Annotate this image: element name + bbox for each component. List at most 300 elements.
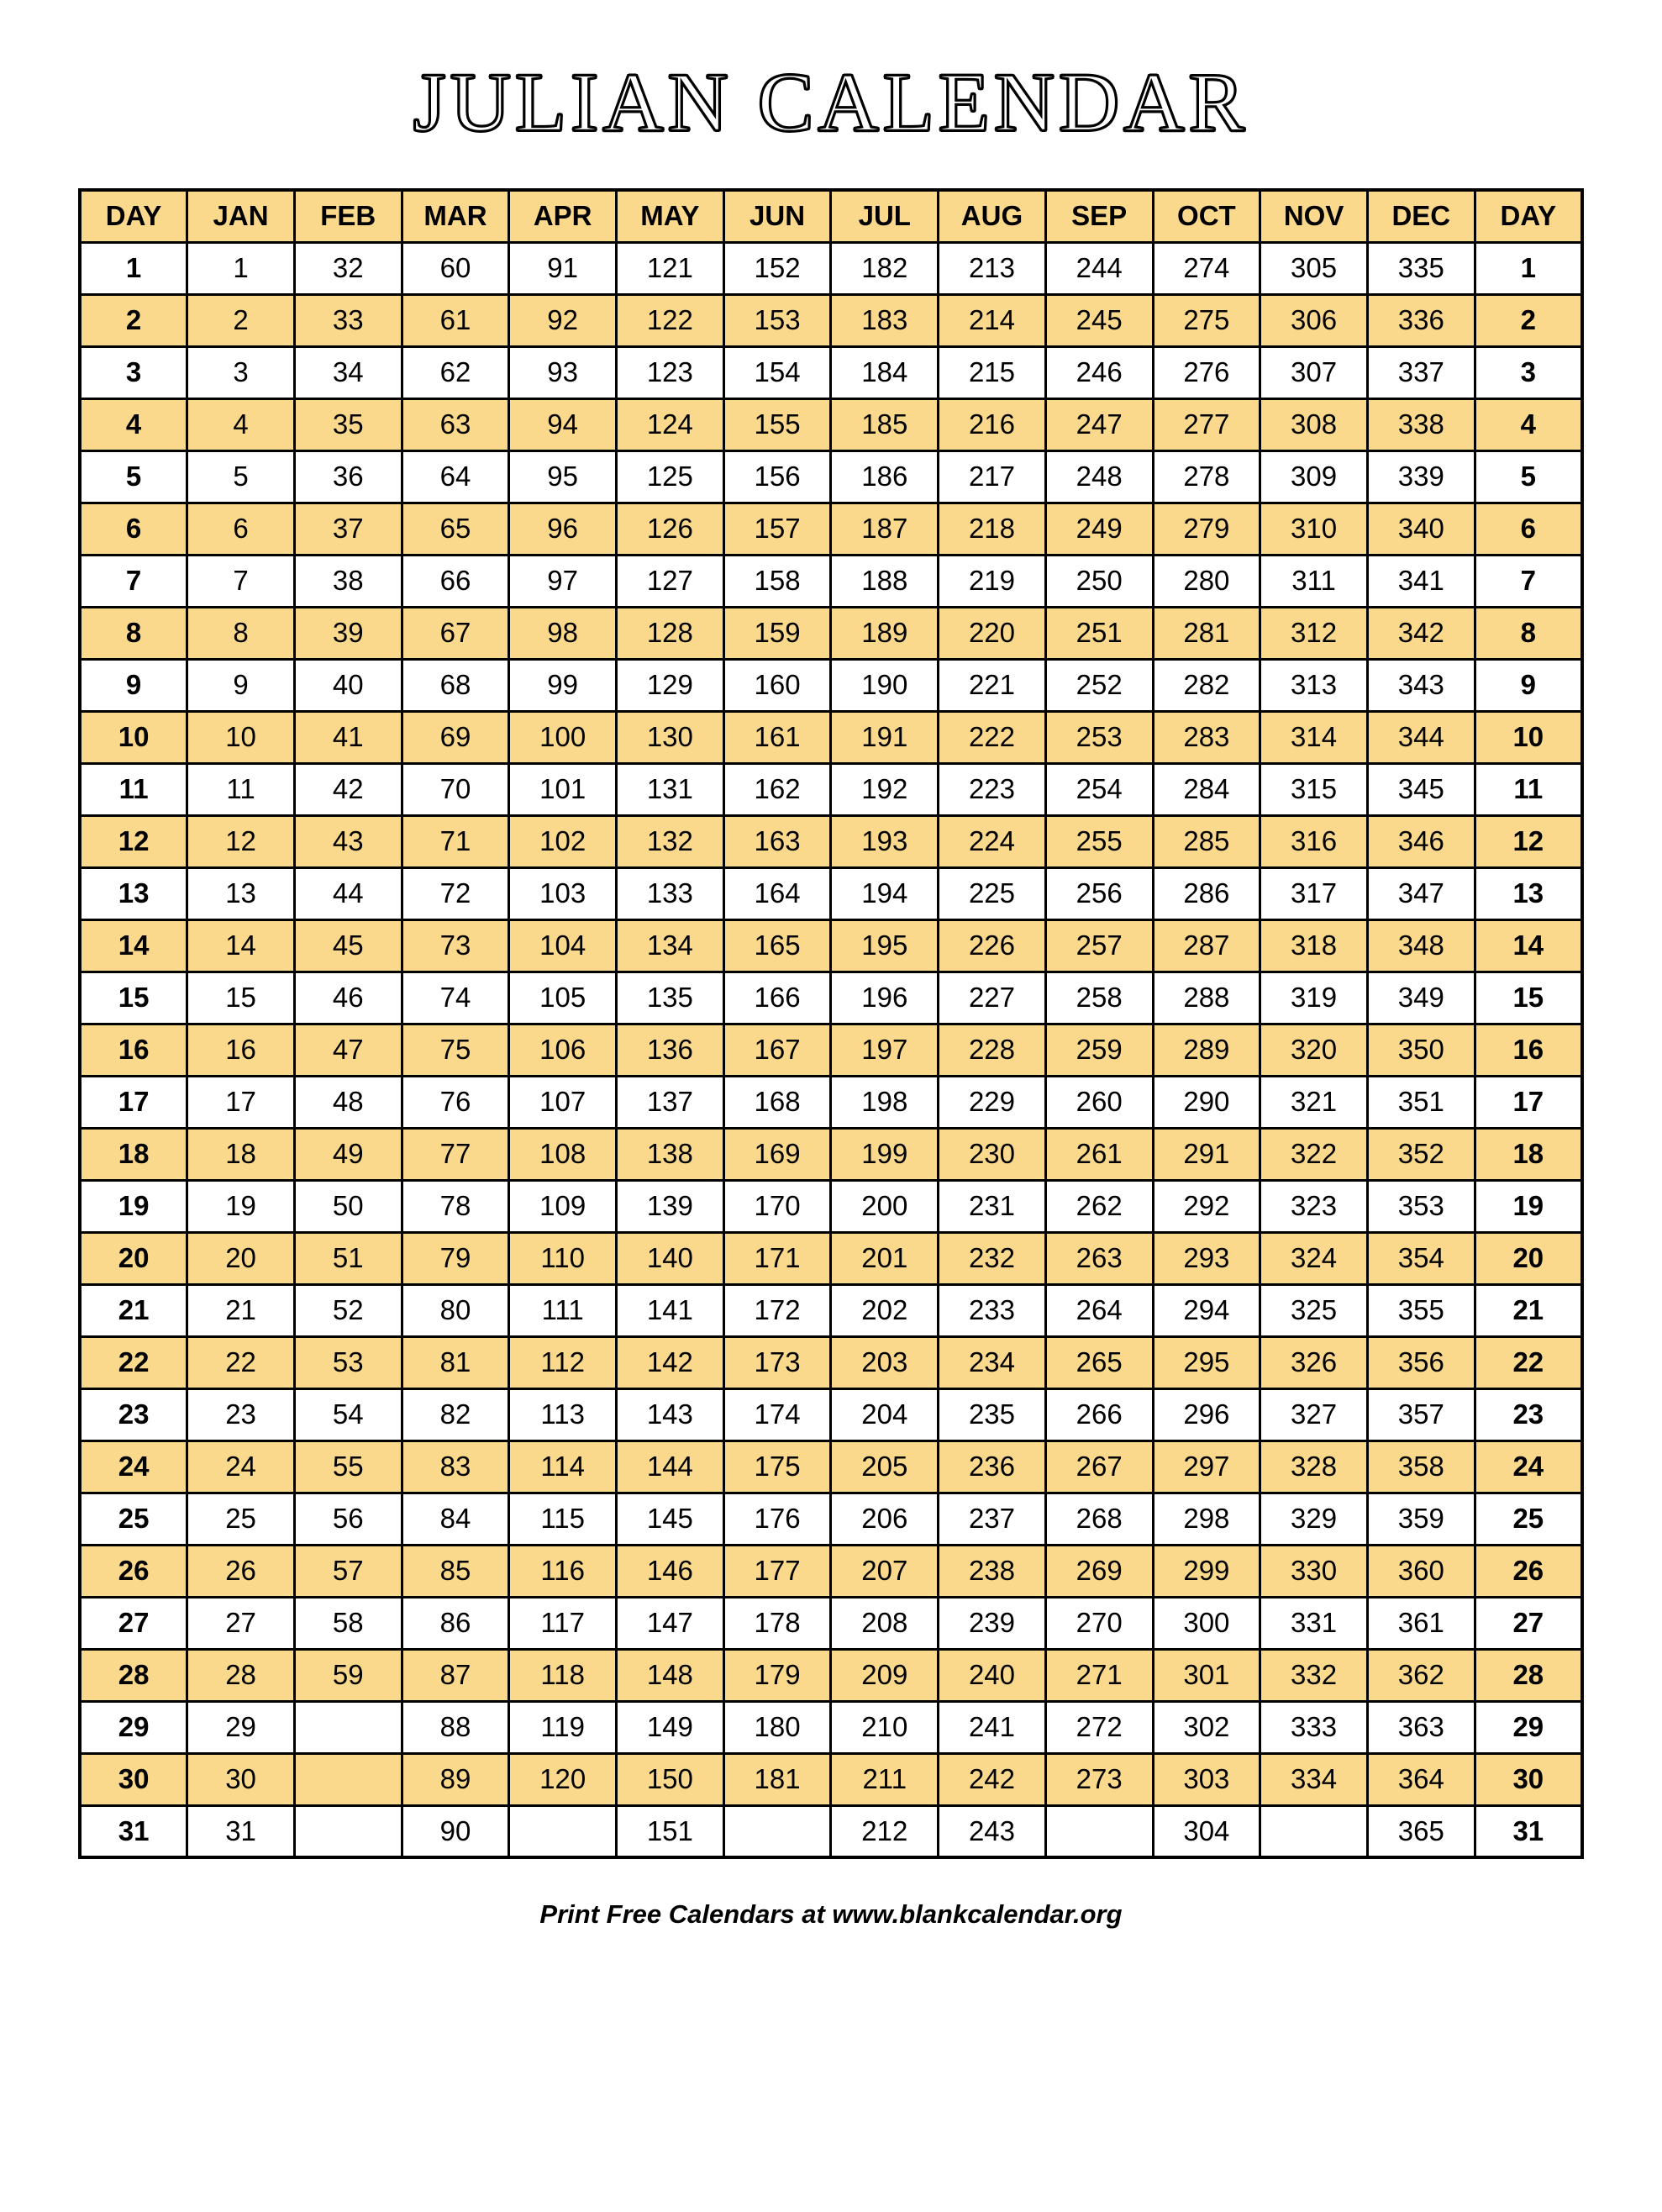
julian-value-cell: 273 [1045, 1753, 1153, 1805]
julian-value-cell: 331 [1260, 1597, 1368, 1649]
julian-value-cell: 141 [617, 1284, 724, 1336]
julian-value-cell: 134 [617, 919, 724, 972]
julian-value-cell: 356 [1367, 1336, 1475, 1388]
julian-value-cell: 24 [187, 1440, 295, 1493]
julian-value-cell: 299 [1153, 1545, 1260, 1597]
julian-value-cell: 323 [1260, 1180, 1368, 1232]
julian-value-cell: 75 [402, 1024, 509, 1076]
julian-value-cell: 89 [402, 1753, 509, 1805]
column-header-sep: SEP [1045, 190, 1153, 242]
julian-value-cell: 161 [723, 711, 831, 763]
table-row-day-20 [80, 1232, 1582, 1284]
julian-value-cell: 94 [509, 398, 617, 450]
day-cell: 15 [1475, 972, 1582, 1024]
julian-value-cell: 29 [187, 1701, 295, 1753]
julian-value-cell: 133 [617, 867, 724, 919]
julian-value-cell: 361 [1367, 1597, 1475, 1649]
day-cell: 28 [1475, 1649, 1582, 1701]
julian-value-cell: 211 [831, 1753, 939, 1805]
julian-value-cell: 83 [402, 1440, 509, 1493]
day-cell: 12 [80, 815, 187, 867]
day-cell: 3 [1475, 346, 1582, 398]
table-row-day-3 [80, 346, 1582, 398]
day-cell: 11 [80, 763, 187, 815]
julian-value-cell: 70 [402, 763, 509, 815]
day-cell: 19 [80, 1180, 187, 1232]
julian-value-cell: 115 [509, 1493, 617, 1545]
julian-value-cell: 103 [509, 867, 617, 919]
julian-value-cell: 34 [294, 346, 402, 398]
julian-value-cell: 37 [294, 503, 402, 555]
julian-value-cell: 289 [1153, 1024, 1260, 1076]
day-cell: 27 [1475, 1597, 1582, 1649]
julian-value-cell: 137 [617, 1076, 724, 1128]
day-cell: 31 [1475, 1805, 1582, 1857]
julian-value-cell: 97 [509, 555, 617, 607]
julian-value-cell: 239 [939, 1597, 1046, 1649]
column-header-day: DAY [80, 190, 187, 242]
julian-value-cell: 159 [723, 607, 831, 659]
julian-value-cell: 354 [1367, 1232, 1475, 1284]
julian-value-cell: 291 [1153, 1128, 1260, 1180]
table-row-day-29 [80, 1701, 1582, 1753]
table-row-day-1 [80, 242, 1582, 294]
julian-value-cell: 132 [617, 815, 724, 867]
julian-value-cell: 316 [1260, 815, 1368, 867]
julian-value-cell: 54 [294, 1388, 402, 1440]
julian-value-cell: 341 [1367, 555, 1475, 607]
julian-value-cell: 194 [831, 867, 939, 919]
day-cell: 6 [1475, 503, 1582, 555]
julian-value-cell: 255 [1045, 815, 1153, 867]
julian-value-cell: 78 [402, 1180, 509, 1232]
day-cell: 6 [80, 503, 187, 555]
julian-value-cell: 48 [294, 1076, 402, 1128]
julian-value-cell: 74 [402, 972, 509, 1024]
julian-value-cell: 60 [402, 242, 509, 294]
julian-value-cell: 272 [1045, 1701, 1153, 1753]
julian-value-cell: 147 [617, 1597, 724, 1649]
julian-value-cell: 101 [509, 763, 617, 815]
julian-value-cell: 335 [1367, 242, 1475, 294]
julian-value-cell: 129 [617, 659, 724, 711]
julian-value-cell: 116 [509, 1545, 617, 1597]
julian-value-cell: 236 [939, 1440, 1046, 1493]
julian-value-cell: 61 [402, 294, 509, 346]
julian-value-cell: 142 [617, 1336, 724, 1388]
julian-value-cell: 333 [1260, 1701, 1368, 1753]
julian-value-cell: 4 [187, 398, 295, 450]
day-cell: 20 [1475, 1232, 1582, 1284]
julian-value-cell: 8 [187, 607, 295, 659]
julian-value-cell: 118 [509, 1649, 617, 1701]
julian-value-cell: 51 [294, 1232, 402, 1284]
julian-value-cell: 321 [1260, 1076, 1368, 1128]
julian-value-cell: 6 [187, 503, 295, 555]
julian-value-cell: 76 [402, 1076, 509, 1128]
julian-value-cell: 175 [723, 1440, 831, 1493]
julian-value-cell: 149 [617, 1701, 724, 1753]
julian-value-cell: 165 [723, 919, 831, 972]
julian-value-cell: 23 [187, 1388, 295, 1440]
julian-value-cell: 198 [831, 1076, 939, 1128]
page-title: JULIAN CALENDAR [413, 55, 1249, 149]
julian-value-cell: 241 [939, 1701, 1046, 1753]
day-cell: 24 [80, 1440, 187, 1493]
table-body [80, 242, 1582, 1857]
day-cell: 2 [80, 294, 187, 346]
julian-value-cell: 30 [187, 1753, 295, 1805]
julian-value-cell: 219 [939, 555, 1046, 607]
julian-value-cell: 47 [294, 1024, 402, 1076]
day-cell: 8 [80, 607, 187, 659]
julian-value-cell: 223 [939, 763, 1046, 815]
julian-value-cell: 293 [1153, 1232, 1260, 1284]
day-cell: 7 [1475, 555, 1582, 607]
julian-value-cell: 71 [402, 815, 509, 867]
day-cell: 29 [80, 1701, 187, 1753]
julian-value-cell: 250 [1045, 555, 1153, 607]
julian-value-cell: 345 [1367, 763, 1475, 815]
julian-value-cell: 271 [1045, 1649, 1153, 1701]
julian-value-cell: 5 [187, 450, 295, 503]
julian-value-cell: 49 [294, 1128, 402, 1180]
julian-value-cell: 64 [402, 450, 509, 503]
julian-value-cell: 196 [831, 972, 939, 1024]
day-cell: 9 [80, 659, 187, 711]
day-cell: 27 [80, 1597, 187, 1649]
julian-value-cell: 190 [831, 659, 939, 711]
julian-value-cell: 10 [187, 711, 295, 763]
julian-value-cell: 260 [1045, 1076, 1153, 1128]
day-cell: 23 [1475, 1388, 1582, 1440]
julian-value-cell: 119 [509, 1701, 617, 1753]
julian-value-cell: 199 [831, 1128, 939, 1180]
julian-value-cell: 247 [1045, 398, 1153, 450]
julian-value-cell: 98 [509, 607, 617, 659]
julian-value-cell: 266 [1045, 1388, 1153, 1440]
julian-value-cell: 33 [294, 294, 402, 346]
day-cell: 12 [1475, 815, 1582, 867]
day-cell: 10 [80, 711, 187, 763]
julian-value-cell: 25 [187, 1493, 295, 1545]
julian-value-cell: 274 [1153, 242, 1260, 294]
julian-value-cell: 359 [1367, 1493, 1475, 1545]
julian-value-cell: 252 [1045, 659, 1153, 711]
julian-value-cell: 325 [1260, 1284, 1368, 1336]
julian-value-cell: 43 [294, 815, 402, 867]
julian-value-cell: 106 [509, 1024, 617, 1076]
julian-value-cell: 224 [939, 815, 1046, 867]
julian-value-cell: 14 [187, 919, 295, 972]
julian-value-cell: 221 [939, 659, 1046, 711]
julian-value-cell: 353 [1367, 1180, 1475, 1232]
julian-value-cell: 203 [831, 1336, 939, 1388]
julian-value-cell: 352 [1367, 1128, 1475, 1180]
table-row-day-23 [80, 1388, 1582, 1440]
julian-value-cell: 265 [1045, 1336, 1153, 1388]
julian-value-cell: 157 [723, 503, 831, 555]
julian-value-cell: 332 [1260, 1649, 1368, 1701]
julian-value-cell: 347 [1367, 867, 1475, 919]
julian-value-cell: 126 [617, 503, 724, 555]
julian-value-cell: 349 [1367, 972, 1475, 1024]
julian-value-cell: 208 [831, 1597, 939, 1649]
julian-value-cell: 281 [1153, 607, 1260, 659]
day-cell: 1 [1475, 242, 1582, 294]
table-row-day-18 [80, 1128, 1582, 1180]
julian-value-cell: 189 [831, 607, 939, 659]
julian-value-cell: 169 [723, 1128, 831, 1180]
julian-value-cell: 257 [1045, 919, 1153, 972]
table-header [80, 190, 1582, 242]
day-cell: 17 [80, 1076, 187, 1128]
julian-value-cell: 53 [294, 1336, 402, 1388]
day-cell: 31 [80, 1805, 187, 1857]
julian-value-cell: 117 [509, 1597, 617, 1649]
table-row-day-9 [80, 659, 1582, 711]
julian-value-cell: 163 [723, 815, 831, 867]
julian-value-cell: 185 [831, 398, 939, 450]
julian-value-cell: 288 [1153, 972, 1260, 1024]
day-cell: 7 [80, 555, 187, 607]
julian-value-cell: 306 [1260, 294, 1368, 346]
julian-value-cell: 358 [1367, 1440, 1475, 1493]
day-cell: 25 [1475, 1493, 1582, 1545]
julian-value-cell: 55 [294, 1440, 402, 1493]
julian-value-cell: 334 [1260, 1753, 1368, 1805]
julian-value-cell: 329 [1260, 1493, 1368, 1545]
julian-value-cell: 188 [831, 555, 939, 607]
julian-value-cell: 16 [187, 1024, 295, 1076]
julian-value-cell: 88 [402, 1701, 509, 1753]
julian-value-cell: 284 [1153, 763, 1260, 815]
julian-value-cell: 301 [1153, 1649, 1260, 1701]
julian-value-cell: 77 [402, 1128, 509, 1180]
julian-value-cell: 300 [1153, 1597, 1260, 1649]
julian-value-cell: 113 [509, 1388, 617, 1440]
day-cell: 5 [1475, 450, 1582, 503]
julian-value-cell: 68 [402, 659, 509, 711]
julian-value-cell: 295 [1153, 1336, 1260, 1388]
julian-value-cell: 65 [402, 503, 509, 555]
julian-value-cell: 91 [509, 242, 617, 294]
column-header-apr: APR [509, 190, 617, 242]
julian-value-cell: 275 [1153, 294, 1260, 346]
julian-value-cell: 228 [939, 1024, 1046, 1076]
column-header-dec: DEC [1367, 190, 1475, 242]
julian-value-cell: 186 [831, 450, 939, 503]
day-cell: 29 [1475, 1701, 1582, 1753]
julian-value-cell: 92 [509, 294, 617, 346]
julian-value-cell: 245 [1045, 294, 1153, 346]
julian-value-cell: 308 [1260, 398, 1368, 450]
julian-value-cell: 52 [294, 1284, 402, 1336]
julian-value-cell: 201 [831, 1232, 939, 1284]
julian-value-cell: 176 [723, 1493, 831, 1545]
julian-value-cell: 195 [831, 919, 939, 972]
julian-value-cell: 44 [294, 867, 402, 919]
julian-value-cell: 46 [294, 972, 402, 1024]
julian-value-cell: 59 [294, 1649, 402, 1701]
julian-value-cell: 268 [1045, 1493, 1153, 1545]
julian-value-cell: 160 [723, 659, 831, 711]
julian-value-cell: 127 [617, 555, 724, 607]
julian-value-cell: 180 [723, 1701, 831, 1753]
julian-value-cell: 145 [617, 1493, 724, 1545]
julian-value-cell: 168 [723, 1076, 831, 1128]
julian-value-cell: 13 [187, 867, 295, 919]
julian-value-cell: 148 [617, 1649, 724, 1701]
column-header-oct: OCT [1153, 190, 1260, 242]
julian-value-cell: 344 [1367, 711, 1475, 763]
day-cell: 9 [1475, 659, 1582, 711]
julian-value-cell: 362 [1367, 1649, 1475, 1701]
julian-value-cell: 233 [939, 1284, 1046, 1336]
julian-value-cell: 355 [1367, 1284, 1475, 1336]
julian-value-cell: 234 [939, 1336, 1046, 1388]
julian-value-cell: 207 [831, 1545, 939, 1597]
julian-value-cell: 202 [831, 1284, 939, 1336]
julian-value-cell: 303 [1153, 1753, 1260, 1805]
julian-value-cell: 85 [402, 1545, 509, 1597]
julian-value-cell: 69 [402, 711, 509, 763]
julian-value-cell: 2 [187, 294, 295, 346]
column-header-jun: JUN [723, 190, 831, 242]
julian-value-cell: 270 [1045, 1597, 1153, 1649]
table-row-day-2 [80, 294, 1582, 346]
julian-value-cell: 279 [1153, 503, 1260, 555]
julian-value-cell: 215 [939, 346, 1046, 398]
julian-value-cell: 229 [939, 1076, 1046, 1128]
julian-value-cell: 225 [939, 867, 1046, 919]
julian-value-cell: 317 [1260, 867, 1368, 919]
julian-value-cell: 258 [1045, 972, 1153, 1024]
julian-value-cell: 231 [939, 1180, 1046, 1232]
julian-value-cell: 277 [1153, 398, 1260, 450]
table-row-day-16 [80, 1024, 1582, 1076]
julian-value-cell: 222 [939, 711, 1046, 763]
julian-value-cell: 166 [723, 972, 831, 1024]
julian-value-cell: 1 [187, 242, 295, 294]
julian-value-cell: 206 [831, 1493, 939, 1545]
julian-value-cell: 12 [187, 815, 295, 867]
julian-value-cell: 254 [1045, 763, 1153, 815]
julian-value-cell: 156 [723, 450, 831, 503]
julian-value-cell: 283 [1153, 711, 1260, 763]
julian-value-cell: 339 [1367, 450, 1475, 503]
julian-value-cell: 318 [1260, 919, 1368, 972]
julian-value-cell: 182 [831, 242, 939, 294]
day-cell: 21 [1475, 1284, 1582, 1336]
julian-value-cell: 192 [831, 763, 939, 815]
julian-value-cell: 313 [1260, 659, 1368, 711]
julian-value-cell: 242 [939, 1753, 1046, 1805]
table-row-day-5 [80, 450, 1582, 503]
julian-value-cell: 50 [294, 1180, 402, 1232]
julian-value-cell: 72 [402, 867, 509, 919]
julian-value-cell: 314 [1260, 711, 1368, 763]
day-cell: 1 [80, 242, 187, 294]
table-row-day-7 [80, 555, 1582, 607]
julian-value-cell: 235 [939, 1388, 1046, 1440]
julian-value-cell: 209 [831, 1649, 939, 1701]
julian-value-cell: 243 [939, 1805, 1046, 1857]
day-cell: 28 [80, 1649, 187, 1701]
julian-value-cell: 220 [939, 607, 1046, 659]
day-cell: 14 [1475, 919, 1582, 972]
julian-value-cell: 36 [294, 450, 402, 503]
julian-value-cell: 280 [1153, 555, 1260, 607]
julian-value-cell: 39 [294, 607, 402, 659]
julian-value-cell [723, 1805, 831, 1857]
julian-value-cell: 138 [617, 1128, 724, 1180]
table-row-day-6 [80, 503, 1582, 555]
julian-value-cell: 307 [1260, 346, 1368, 398]
julian-value-cell: 264 [1045, 1284, 1153, 1336]
julian-value-cell: 227 [939, 972, 1046, 1024]
julian-value-cell: 109 [509, 1180, 617, 1232]
julian-value-cell: 26 [187, 1545, 295, 1597]
julian-value-cell: 177 [723, 1545, 831, 1597]
julian-value-cell: 217 [939, 450, 1046, 503]
julian-value-cell: 102 [509, 815, 617, 867]
julian-value-cell: 363 [1367, 1701, 1475, 1753]
julian-value-cell: 11 [187, 763, 295, 815]
table-row-day-12 [80, 815, 1582, 867]
julian-value-cell: 212 [831, 1805, 939, 1857]
julian-value-cell: 178 [723, 1597, 831, 1649]
julian-value-cell: 17 [187, 1076, 295, 1128]
table-row-day-8 [80, 607, 1582, 659]
day-cell: 26 [1475, 1545, 1582, 1597]
julian-value-cell: 155 [723, 398, 831, 450]
table-row-day-22 [80, 1336, 1582, 1388]
julian-value-cell: 181 [723, 1753, 831, 1805]
day-cell: 5 [80, 450, 187, 503]
julian-value-cell: 9 [187, 659, 295, 711]
julian-value-cell: 128 [617, 607, 724, 659]
julian-value-cell: 197 [831, 1024, 939, 1076]
julian-value-cell: 296 [1153, 1388, 1260, 1440]
julian-value-cell: 193 [831, 815, 939, 867]
julian-value-cell [294, 1701, 402, 1753]
julian-value-cell: 267 [1045, 1440, 1153, 1493]
julian-value-cell: 41 [294, 711, 402, 763]
day-cell: 3 [80, 346, 187, 398]
julian-value-cell: 42 [294, 763, 402, 815]
julian-value-cell: 136 [617, 1024, 724, 1076]
julian-value-cell: 350 [1367, 1024, 1475, 1076]
julian-value-cell: 31 [187, 1805, 295, 1857]
julian-value-cell: 210 [831, 1701, 939, 1753]
column-header-day-right: DAY [1475, 190, 1582, 242]
julian-value-cell: 261 [1045, 1128, 1153, 1180]
column-header-mar: MAR [402, 190, 509, 242]
julian-value-cell: 346 [1367, 815, 1475, 867]
table-row-day-27 [80, 1597, 1582, 1649]
julian-value-cell: 80 [402, 1284, 509, 1336]
julian-value-cell: 256 [1045, 867, 1153, 919]
julian-value-cell: 282 [1153, 659, 1260, 711]
julian-value-cell [1260, 1805, 1368, 1857]
julian-value-cell: 174 [723, 1388, 831, 1440]
julian-value-cell: 348 [1367, 919, 1475, 972]
julian-value-cell: 360 [1367, 1545, 1475, 1597]
day-cell: 22 [1475, 1336, 1582, 1388]
julian-value-cell: 90 [402, 1805, 509, 1857]
day-cell: 8 [1475, 607, 1582, 659]
